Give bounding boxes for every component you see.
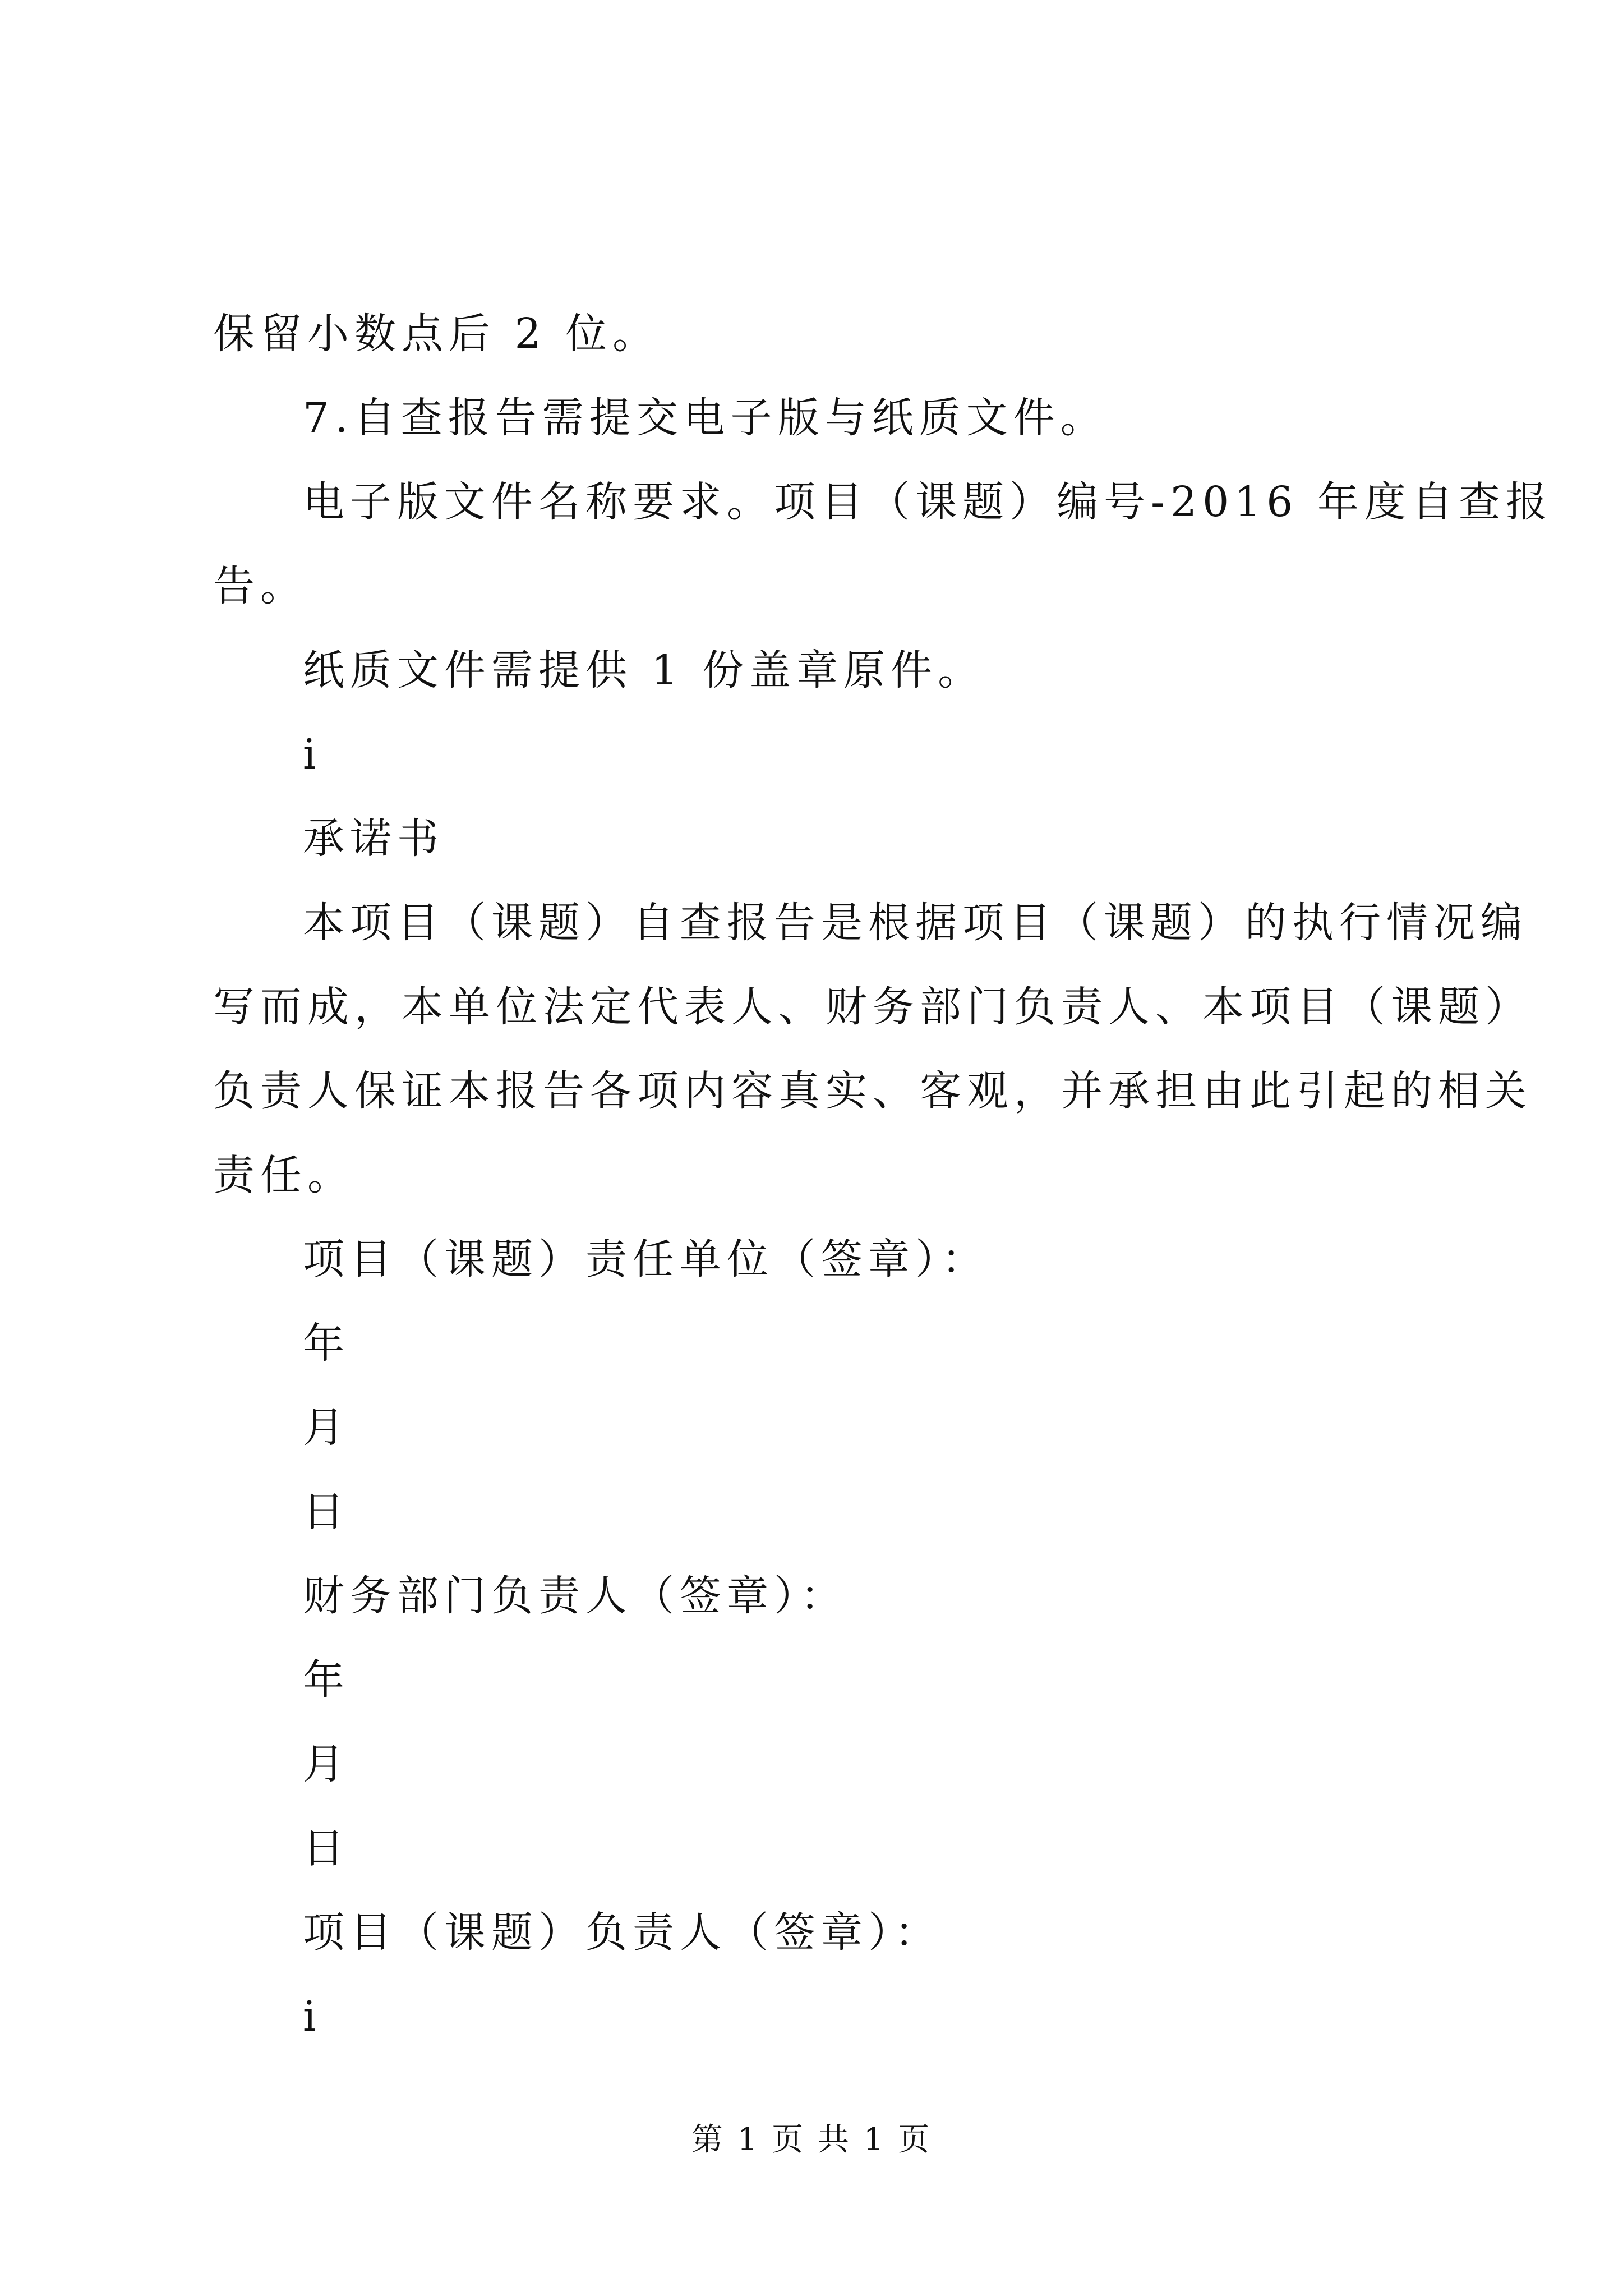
- paragraph-line: 本项目（课题）自查报告是根据项目（课题）的执行情况编: [303, 899, 1528, 947]
- date-field-year: 年: [303, 1656, 350, 1704]
- paragraph-line: i: [303, 1993, 322, 2041]
- signature-label: 财务部门负责人（签章）：: [303, 1572, 847, 1620]
- date-field-day: 日: [303, 1824, 350, 1872]
- paragraph-line: 告。: [213, 562, 307, 610]
- paragraph-line: 责任。: [213, 1151, 354, 1199]
- page-footer: 第 1 页 共 1 页: [691, 2122, 932, 2158]
- paragraph-line: 电子版文件名称要求。项目（课题）编号-2016 年度自查报: [303, 478, 1553, 526]
- paragraph-line: 7.自查报告需提交电子版与纸质文件。: [303, 394, 1108, 442]
- document-body: [213, 292, 1553, 2059]
- section-title: 承诺书: [303, 815, 444, 863]
- paragraph-line: 纸质文件需提供 1 份盖章原件。: [303, 646, 985, 694]
- date-field-month: 月: [303, 1740, 350, 1788]
- paragraph-line: 写而成，本单位法定代表人、财务部门负责人、本项目（课题）: [213, 983, 1532, 1031]
- signature-label: 项目（课题）负责人（签章）：: [303, 1908, 942, 1957]
- paragraph-line: i: [303, 730, 322, 779]
- date-field-month: 月: [303, 1404, 350, 1452]
- date-field-year: 年: [303, 1319, 350, 1368]
- signature-label: 项目（课题）责任单位（签章）：: [303, 1235, 989, 1283]
- date-field-day: 日: [303, 1488, 350, 1536]
- paragraph-line: 保留小数点后 2 位。: [213, 310, 660, 358]
- paragraph-line: 负责人保证本报告各项内容真实、客观，并承担由此引起的相关: [213, 1067, 1532, 1115]
